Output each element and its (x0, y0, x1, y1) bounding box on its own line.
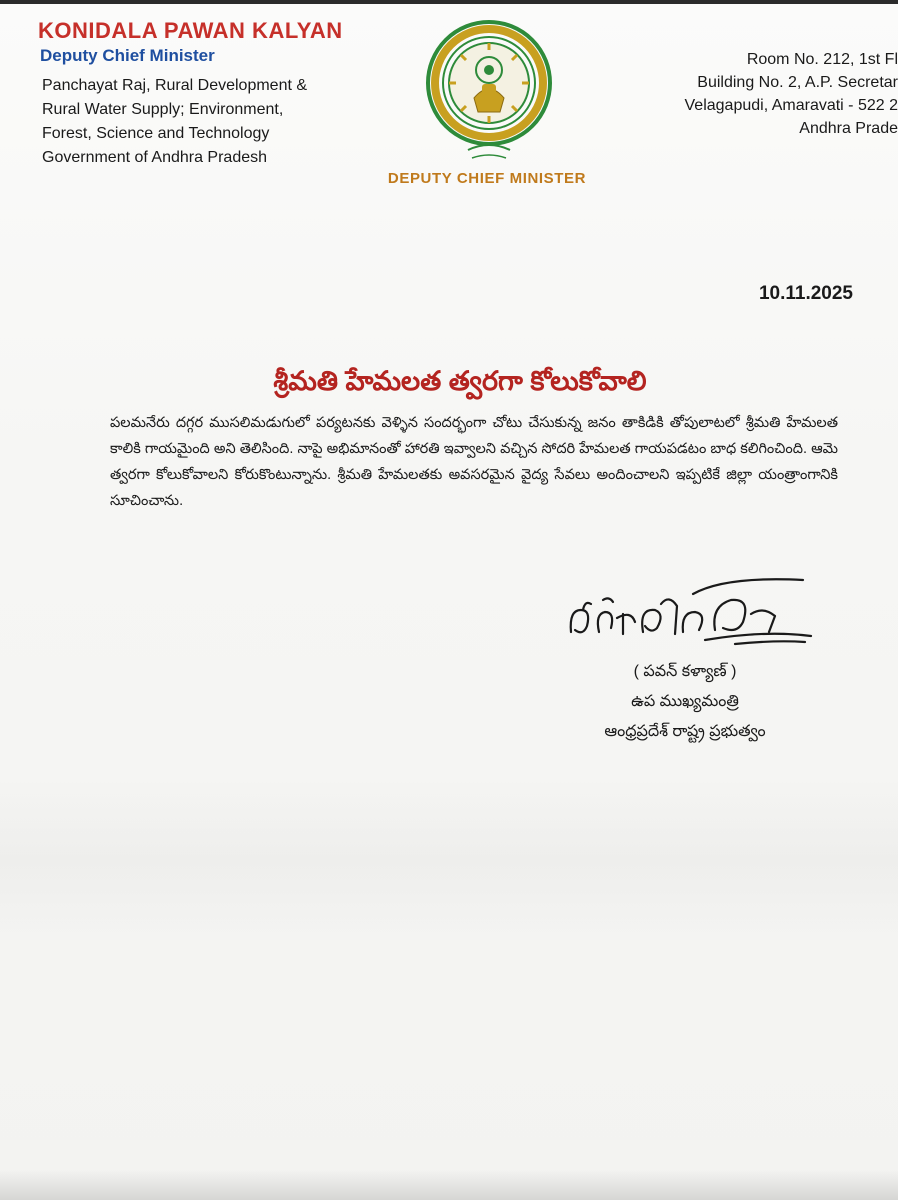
minister-name: KONIDALA PAWAN KALYAN (38, 18, 343, 43)
paper-shadow (0, 780, 898, 940)
address-line: Andhra Prade (799, 120, 898, 137)
portfolio-line: Government of Andhra Pradesh (42, 149, 268, 166)
signature-block (560, 657, 810, 747)
minister-title: Deputy Chief Minister (40, 46, 215, 65)
portfolio-block (42, 74, 362, 170)
letter-date: 10.11.2025 (758, 283, 853, 304)
signatory-designation: ఉప ముఖ్యమంత్రి (631, 693, 739, 710)
emblem-caption: DEPUTY CHIEF MINISTER (387, 170, 587, 187)
signatory-name: ( పవన్ కళ్యాణ్ ) (633, 663, 737, 680)
body-paragraph: పలమనేరు దగ్గర ముసలిమడుగులో పర్యటనకు వెళ్ళిన సందర్భంగా చోటు చేసుకున్న జనం తాకిడికి తోపులాటలో శ్రీమతి హేమలత కాలికి గాయమైంది అని తెలిసింది. నాపై అభిమానంతో హారతి ఇవ్వాలని వచ్చిన సోదరి హేమలత గాయపడటం బాధ కలిగించింది. ఆమె త్వరగా కోలుకోవాలని కోరుకొంటున్నాను. శ్రీమతి హేమలతకు అవసరమైన వైద్య సేవలు అందించాలని ఇప్పటికే జిల్లా యంత్రాంగానికి సూచించాను. (110, 415, 838, 509)
address-line: Building No. 2, A.P. Secretar (697, 74, 898, 91)
office-address (640, 48, 898, 140)
address-line: Velagapudi, Amaravati - 522 2 (684, 97, 898, 114)
portfolio-line: Panchayat Raj, Rural Development & (42, 77, 308, 94)
signatory-government: ఆంధ్రప్రదేశ్ రాష్ట్ర ప్రభుత్వం (604, 723, 766, 740)
address-line: Room No. 212, 1st Fl (746, 51, 898, 68)
portfolio-line: Rural Water Supply; Environment, (42, 101, 284, 118)
letter-heading: శ్రీమతి హేమలత త్వరగా కోలుకోవాలి (273, 366, 647, 396)
letter-body (110, 410, 838, 514)
portfolio-line: Forest, Science and Technology (42, 125, 270, 142)
paper-bottom-edge (0, 1170, 898, 1200)
state-emblem-icon (424, 18, 554, 168)
top-border (0, 0, 898, 4)
handwritten-signature (565, 570, 815, 650)
